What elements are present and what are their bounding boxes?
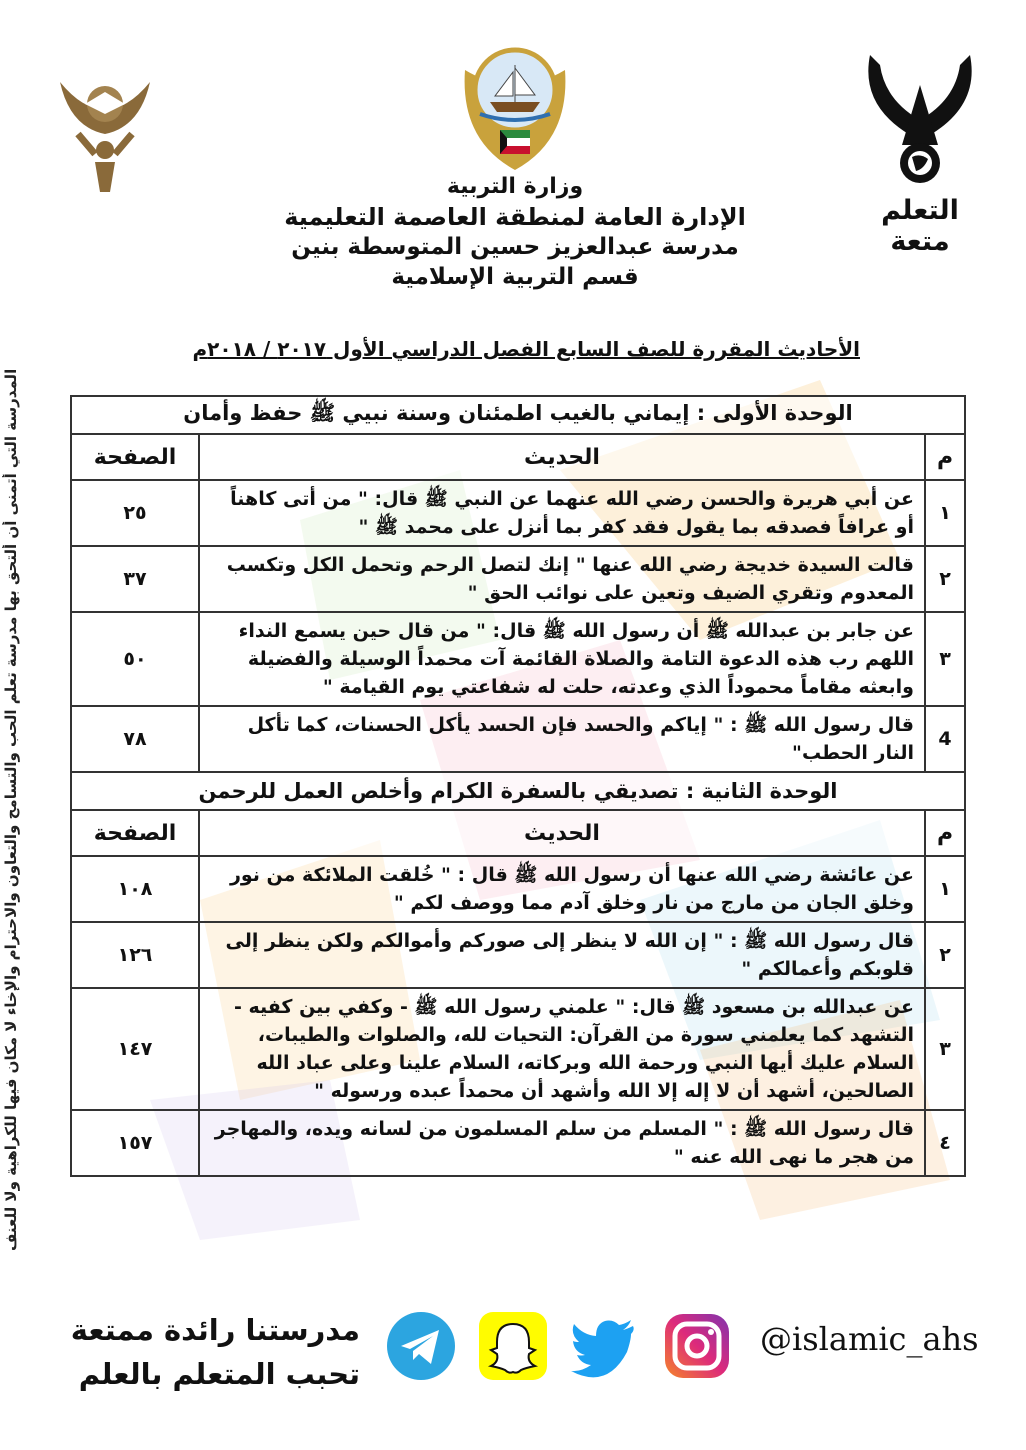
table-row xyxy=(71,988,965,1110)
directorate-name: الإدارة العامة لمنطقة العاصمة التعليمية xyxy=(284,203,746,231)
row-number: ١ xyxy=(925,480,965,546)
social-handle[interactable]: @islamic_ahs xyxy=(760,1320,979,1358)
side-vertical-text: المدرسة التي أتمنى أن ألتحق بها مدرسة تعلم الحب والتسامح والتعاون والاحترام والإخاء لا مكان فيها للكراهية ولا للعنف xyxy=(2,368,20,1252)
column-header-hadith: الحديث xyxy=(199,810,925,856)
twitter-icon[interactable] xyxy=(569,1310,641,1382)
table-row xyxy=(71,706,965,772)
unit-title: الوحدة الأولى : إيماني بالغيب اطمئنان وسنة نبيي ﷺ حفظ وأمان xyxy=(71,396,965,434)
kuwait-emblem xyxy=(455,30,575,180)
unit-title: الوحدة الثانية : تصديقي بالسفرة الكرام وأخلص العمل للرحمن xyxy=(71,772,965,810)
page-title: الأحاديث المقررة للصف السابع الفصل الدراسي الأول ٢٠١٧ / ٢٠١٨م xyxy=(192,337,860,361)
hadith-text: عن جابر بن عبدالله ﷺ أن رسول الله ﷺ قال: " من قال حين يسمع النداء اللهم رب هذه الدعوة التامة والصلاة القائمة آت محمداً الوسيلة والفضيلة وابعثه مقاماً محموداً الذي وعدته، حلت له شفاعتي يوم القيامة " xyxy=(199,612,925,706)
hadith-text: قال رسول الله ﷺ : " المسلم من سلم المسلمون من لسانه ويده، والمهاجر من هجر ما نهى الله عنه " xyxy=(199,1110,925,1176)
column-header-row xyxy=(71,810,965,856)
column-header-row xyxy=(71,434,965,480)
row-number: ٢ xyxy=(925,546,965,612)
ministry-name: وزارة التربية xyxy=(446,174,584,199)
page-number: ١٢٦ xyxy=(71,922,199,988)
slogan-line-1: مدرستنا رائدة ممتعة xyxy=(70,1313,360,1347)
page-number: ١٤٧ xyxy=(71,988,199,1110)
hadith-text: قال رسول الله ﷺ : " إياكم والحسد فإن الحسد يأكل الحسنات، كما تأكل النار الحطب" xyxy=(199,706,925,772)
column-header-number: م xyxy=(925,434,965,480)
learning-fun-emblem-icon xyxy=(850,45,990,195)
hadith-text: عن أبي هريرة والحسن رضي الله عنهما عن النبي ﷺ قال: " من أتى كاهناً أو عرافاً فصدقه بما يقول فقد كفر بما أنزل على محمد ﷺ " xyxy=(199,480,925,546)
hadith-table xyxy=(70,395,966,1177)
row-number: ٢ xyxy=(925,922,965,988)
hadith-text: قالت السيدة خديجة رضي الله عنها " إنك لتصل الرحم وتحمل الكل وتكسب المعدوم وتقري الضيف وتعين على نوائب الحق " xyxy=(199,546,925,612)
column-header-hadith: الحديث xyxy=(199,434,925,480)
table-row xyxy=(71,480,965,546)
page-number: ١٥٧ xyxy=(71,1110,199,1176)
page-header xyxy=(230,172,800,292)
unit-title-row xyxy=(71,772,965,810)
hadith-text: قال رسول الله ﷺ : " إن الله لا ينظر إلى صوركم وأموالكم ولكن ينظر إلى قلوبكم وأعمالكم " xyxy=(199,922,925,988)
slogan-line-2: تحبب المتعلم بالعلم xyxy=(78,1357,360,1391)
table-row xyxy=(71,546,965,612)
page-number: ١٠٨ xyxy=(71,856,199,922)
instagram-icon[interactable] xyxy=(661,1310,733,1382)
page-number: ٣٧ xyxy=(71,546,199,612)
column-header-page: الصفحة xyxy=(71,810,199,856)
learning-fun-logo xyxy=(850,45,990,257)
row-number: ١ xyxy=(925,856,965,922)
social-bar xyxy=(385,1300,985,1390)
school-name: مدرسة عبدالعزيز حسين المتوسطة بنين xyxy=(291,234,739,260)
column-header-number: م xyxy=(925,810,965,856)
page-number: ٢٥ xyxy=(71,480,199,546)
telegram-icon[interactable] xyxy=(385,1310,457,1382)
table-row xyxy=(71,856,965,922)
unit-title-row xyxy=(71,396,965,434)
row-number: ٤ xyxy=(925,1110,965,1176)
snapchat-icon[interactable] xyxy=(477,1310,549,1382)
row-number: ٣ xyxy=(925,612,965,706)
department-name: قسم التربية الإسلامية xyxy=(391,264,639,290)
table-row xyxy=(71,922,965,988)
table-row xyxy=(71,1110,965,1176)
row-number: ٣ xyxy=(925,988,965,1110)
hadith-text: عن عبدالله بن مسعود ﷺ قال: " علمني رسول الله ﷺ - وكفي بين كفيه - التشهد كما يعلمني سورة من القرآن: التحيات لله، والصلوات والطيبات، السلام عليك أيها النبي ورحمة الله وبركاته، السلام علينا وعلى عباد الله الصالحين، أشهد أن لا إله إلا الله وأشهد أن محمداً عبده ورسوله " xyxy=(199,988,925,1110)
school-logo-left xyxy=(40,42,170,202)
learning-fun-caption: التعلم متعة xyxy=(881,195,959,257)
table-row xyxy=(71,612,965,706)
footer-slogan xyxy=(70,1308,360,1396)
page-number: ٥٠ xyxy=(71,612,199,706)
hadith-text: عن عائشة رضي الله عنها أن رسول الله ﷺ قال : " خُلقت الملائكة من نور وخلق الجان من مارج من نار وخلق آدم مما ووصف لكم " xyxy=(199,856,925,922)
row-number: 4 xyxy=(925,706,965,772)
page-number: ٧٨ xyxy=(71,706,199,772)
column-header-page: الصفحة xyxy=(71,434,199,480)
